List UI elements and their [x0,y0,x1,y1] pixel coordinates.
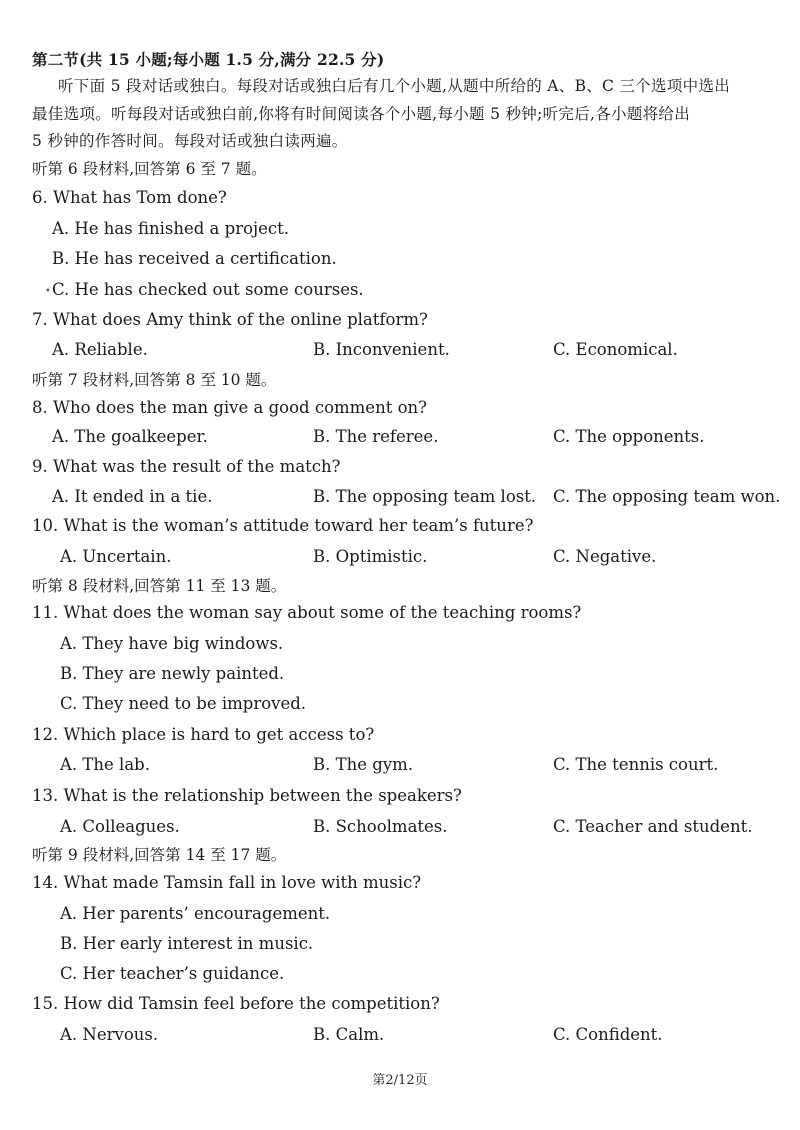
instruction-line-1: 听下面 5 段对话或独白。每段对话或独白后有几个小题,从题中所给的 A、B、C 三个选项中选出 [58,77,731,95]
question-15-stem: 15. How did Tamsin feel before the competition? [32,994,440,1013]
question-9-stem: 9. What was the result of the match? [32,457,341,476]
question-11-option-a: A. They have big windows. [60,634,284,653]
question-12-option-c: C. The tennis court. [553,755,719,774]
question-13-option-a: A. Colleagues. [60,817,180,836]
question-7-stem: 7. What does Amy think of the online platform? [32,310,428,329]
question-15-option-b: B. Calm. [313,1025,385,1044]
question-14-stem: 14. What made Tamsin fall in love with music? [32,873,422,892]
question-8-option-c: C. The opponents. [553,427,705,446]
material-heading-8: 听第 8 段材料,回答第 11 至 13 题。 [32,577,287,595]
question-6-option-c: C. He has checked out some courses. [52,280,364,299]
question-12-option-a: A. The lab. [60,755,150,774]
question-7-option-a: A. Reliable. [52,340,148,359]
question-9-option-b: B. The opposing team lost. [313,487,537,506]
question-11-option-b: B. They are newly painted. [60,664,285,683]
question-11-option-c: C. They need to be improved. [60,694,307,713]
question-15-option-c: C. Confident. [553,1025,663,1044]
question-13-option-c: C. Teacher and student. [553,817,753,836]
section-title: 第二节(共 15 小题;每小题 1.5 分,满分 22.5 分) [32,50,385,69]
question-9-option-a: A. It ended in a tie. [52,487,213,506]
question-13-option-b: B. Schoolmates. [313,817,448,836]
question-15-option-a: A. Nervous. [60,1025,159,1044]
question-7-option-b: B. Inconvenient. [313,340,450,359]
material-heading-9: 听第 9 段材料,回答第 14 至 17 题。 [32,846,287,864]
material-heading-6: 听第 6 段材料,回答第 6 至 7 题。 [32,160,267,178]
question-7-option-c: C. Economical. [553,340,678,359]
question-14-option-c: C. Her teacher’s guidance. [60,964,285,983]
question-6-stem: 6. What has Tom done? [32,188,227,207]
material-heading-7: 听第 7 段材料,回答第 8 至 10 题。 [32,371,277,389]
instruction-line-2: 最佳选项。听每段对话或独白前,你将有时间阅读各个小题,每小题 5 秒钟;听完后,各小题将给出 [32,105,691,123]
question-14-option-a: A. Her parents’ encouragement. [60,904,331,923]
page-number: 第2/12页 [372,1073,428,1088]
question-10-option-c: C. Negative. [553,547,657,566]
question-8-option-a: A. The goalkeeper. [52,427,208,446]
question-8-option-b: B. The referee. [313,427,439,446]
question-6-option-b: B. He has received a certification. [52,249,337,268]
question-11-stem: 11. What does the woman say about some of the teaching rooms? [32,603,582,622]
question-12-option-b: B. The gym. [313,755,414,774]
question-8-stem: 8. Who does the man give a good comment on? [32,398,427,417]
question-14-option-b: B. Her early interest in music. [60,934,314,953]
instruction-line-3: 5 秒钟的作答时间。每段对话或独白读两遍。 [32,132,348,150]
question-6-option-a: A. He has finished a project. [52,219,290,238]
pencil-mark: • [45,286,51,297]
question-10-option-b: B. Optimistic. [313,547,428,566]
question-10-option-a: A. Uncertain. [60,547,172,566]
question-13-stem: 13. What is the relationship between the speakers? [32,786,462,805]
question-10-stem: 10. What is the woman’s attitude toward her team’s future? [32,516,534,535]
question-9-option-c: C. The opposing team won. [553,487,781,506]
question-12-stem: 12. Which place is hard to get access to? [32,725,375,744]
